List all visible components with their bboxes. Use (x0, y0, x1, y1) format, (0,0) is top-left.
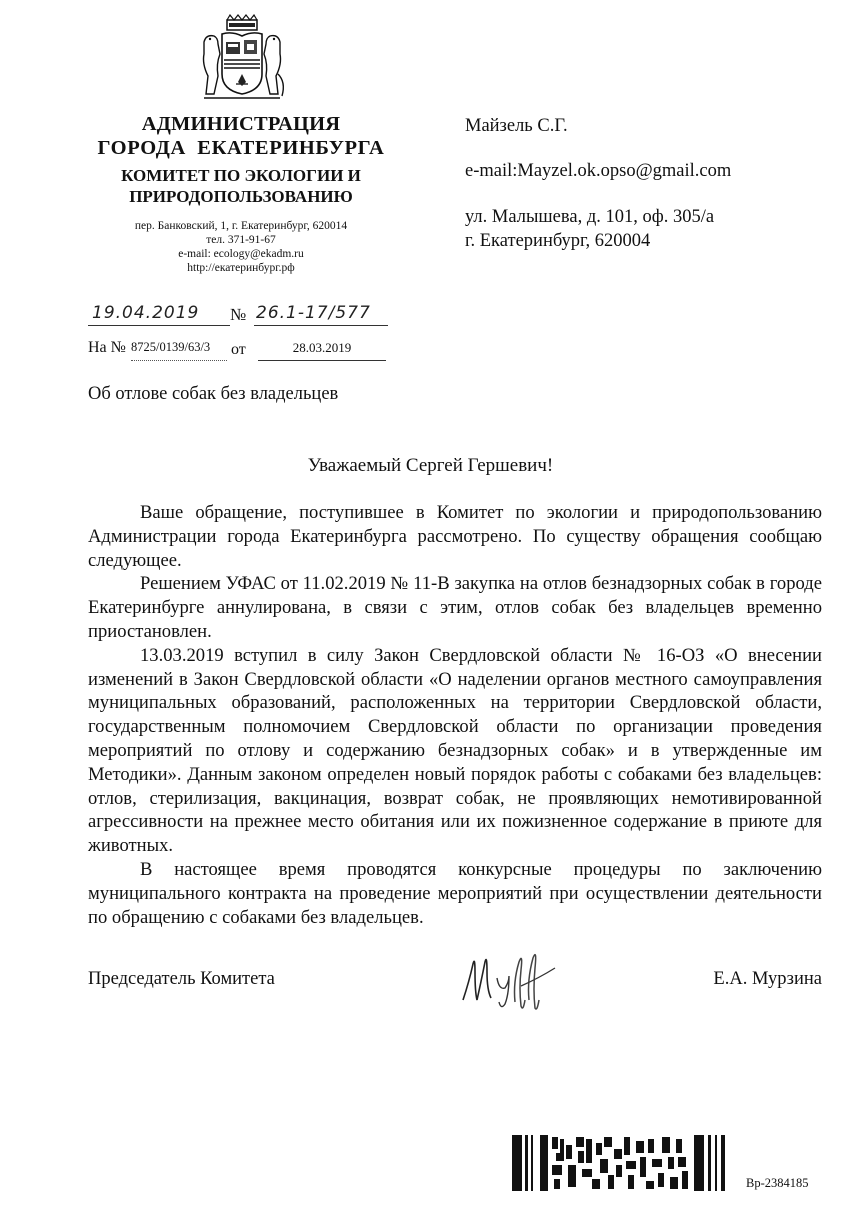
from-label: от (231, 341, 246, 358)
outgoing-number: 26.1-17/577 (254, 303, 388, 326)
coat-of-arms-icon (196, 14, 288, 102)
recipient-email: e-mail:Mayzel.ok.opso@gmail.com (465, 161, 732, 181)
org-address: пер. Банковский, 1, г. Екатеринбург, 620014 (134, 220, 348, 232)
letter-body (88, 501, 822, 929)
body-paragraph: Ваше обращение, поступившее в Комитет по экологии и природопользованию Администрации города Екатеринбурга рассмотрено. По существу обращения сообщаю следующее. (88, 502, 822, 571)
org-phone: тел. 371-91-67 (206, 234, 276, 246)
outgoing-date: 19.04.2019 (88, 303, 230, 326)
barcode-icon (512, 1135, 734, 1191)
signatory-position: Председатель Комитета (88, 969, 275, 989)
letter-subject: Об отлове собак без владельцев (88, 384, 339, 404)
incoming-number-label: На № (88, 339, 126, 356)
incoming-date: 28.03.2019 (258, 340, 386, 361)
handwritten-signature-icon (455, 942, 565, 1014)
incoming-number: 8725/0139/63/3 (131, 340, 227, 361)
org-name-line-1: АДМИНИСТРАЦИЯ (141, 113, 341, 135)
registration-number: Вр-2384185 (746, 1176, 809, 1190)
body-paragraph: 13.03.2019 вступил в силу Закон Свердловской области № 16-ОЗ «О внесении изменений в Закон Свердловской области «О наделении органов местного самоуправления муниципальных образований, расположенных на территории Свердловской области, государственным полномочием Свердловской области по организации проведения мероприятий по отлову и содержанию безнадзорных собак» и в утвержденные им Методики». Данным законом определен новый порядок работы с собаками без владельцев: отлов, стерилизация, вакцинация, возврат собак, не проявляющих немотивированной агрессивности на прежнее место обитания или их пожизненное содержание в приюте для животных. (88, 644, 822, 857)
signatory-name: Е.А. Мурзина (713, 969, 822, 989)
body-paragraph: В настоящее время проводятся конкурсные процедуры по заключению муниципального контракта на проведение мероприятий при осуществлении деятельности по обращению с собаками без владельцев. (88, 858, 822, 928)
committee-name-line-2: ПРИРОДОПОЛЬЗОВАНИЮ (129, 187, 353, 206)
recipient-address-line-1: ул. Малышева, д. 101, оф. 305/а (465, 207, 715, 227)
recipient-name: Майзель С.Г. (465, 116, 568, 136)
org-email: e-mail: ecology@ekadm.ru (178, 248, 304, 260)
recipient-address-line-2: г. Екатеринбург, 620004 (465, 231, 651, 251)
greeting: Уважаемый Сергей Гершевич! (307, 455, 554, 476)
committee-name-line-1: КОМИТЕТ ПО ЭКОЛОГИИ И (121, 166, 361, 185)
org-name-line-2: ГОРОДА ЕКАТЕРИНБУРГА (97, 137, 385, 159)
org-website: http://екатеринбург.рф (187, 262, 295, 274)
number-label: № (230, 305, 247, 324)
body-paragraph: Решением УФАС от 11.02.2019 № 11-В закупка на отлов безнадзорных собак в городе Екатеринбурге аннулирована, в связи с этим, отлов собак без владельцев временно приостановлен. (88, 573, 822, 642)
